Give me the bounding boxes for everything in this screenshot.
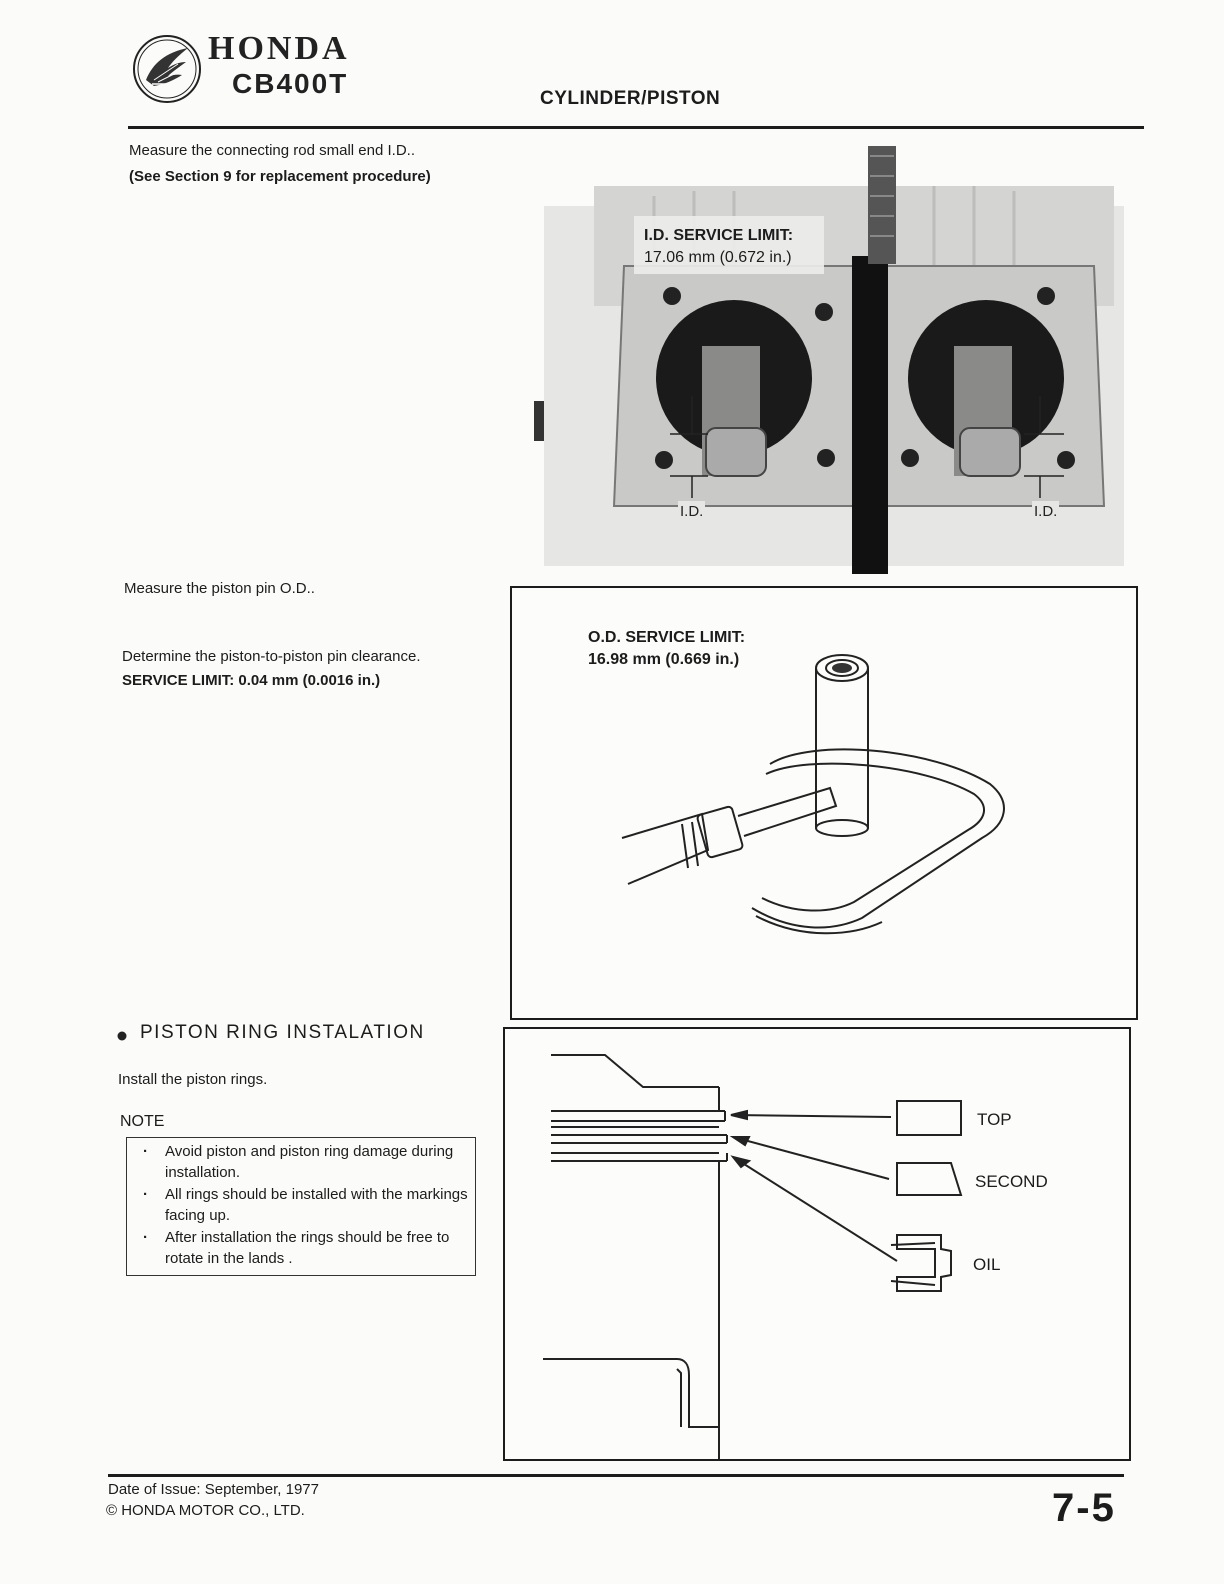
rod-limit-label: I.D. SERVICE LIMIT: (644, 227, 794, 244)
id-label-left: I.D. (678, 501, 705, 523)
piston-ring-diagram (505, 1029, 1129, 1459)
ring-install-heading: PISTON RING INSTALATION (140, 1022, 425, 1043)
rod-instruction: Measure the connecting rod small end I.D.. (129, 142, 415, 159)
note-item: · All rings should be installed with the markings facing up. (127, 1184, 475, 1226)
note-item: · After installation the rings should be free to rotate in the lands . (127, 1227, 475, 1269)
bullet-dot-icon (116, 1030, 128, 1042)
ring-label-top: TOP (977, 1110, 1012, 1129)
ring-label-oil: OIL (973, 1255, 1001, 1274)
header-rule (128, 126, 1144, 129)
brand-name: HONDA (208, 30, 350, 67)
pin-instruction: Measure the piston pin O.D.. (124, 580, 315, 597)
ring-label-second: SECOND (975, 1172, 1048, 1191)
rod-reference: (See Section 9 for replacement procedure) (129, 168, 431, 185)
rod-limit-value: 17.06 mm (0.672 in.) (644, 249, 792, 266)
footer-rule (108, 1474, 1124, 1477)
pin-limit-value: 16.98 mm (0.669 in.) (588, 651, 740, 668)
section-title: CYLINDER/PISTON (540, 88, 721, 109)
note-box (126, 1137, 476, 1276)
ring-install-instruction: Install the piston rings. (118, 1071, 268, 1088)
copyright: © HONDA MOTOR CO., LTD. (106, 1502, 305, 1519)
page-number: 7-5 (1052, 1486, 1116, 1530)
id-label-right: I.D. (1032, 501, 1059, 523)
ring-installation-figure (503, 1027, 1131, 1461)
note-title: NOTE (120, 1113, 165, 1130)
pin-limit-label: O.D. SERVICE LIMIT: (588, 629, 746, 646)
model-name: CB400T (232, 68, 349, 99)
honda-wing-logo-icon (132, 34, 202, 104)
clearance-text: Determine the piston-to-piston pin clearance. (122, 648, 421, 665)
clearance-limit: SERVICE LIMIT: 0.04 mm (0.0016 in.) (122, 672, 381, 689)
issue-date: Date of Issue: September, 1977 (108, 1481, 319, 1498)
note-item: · Avoid piston and piston ring damage during installation. (127, 1141, 475, 1183)
